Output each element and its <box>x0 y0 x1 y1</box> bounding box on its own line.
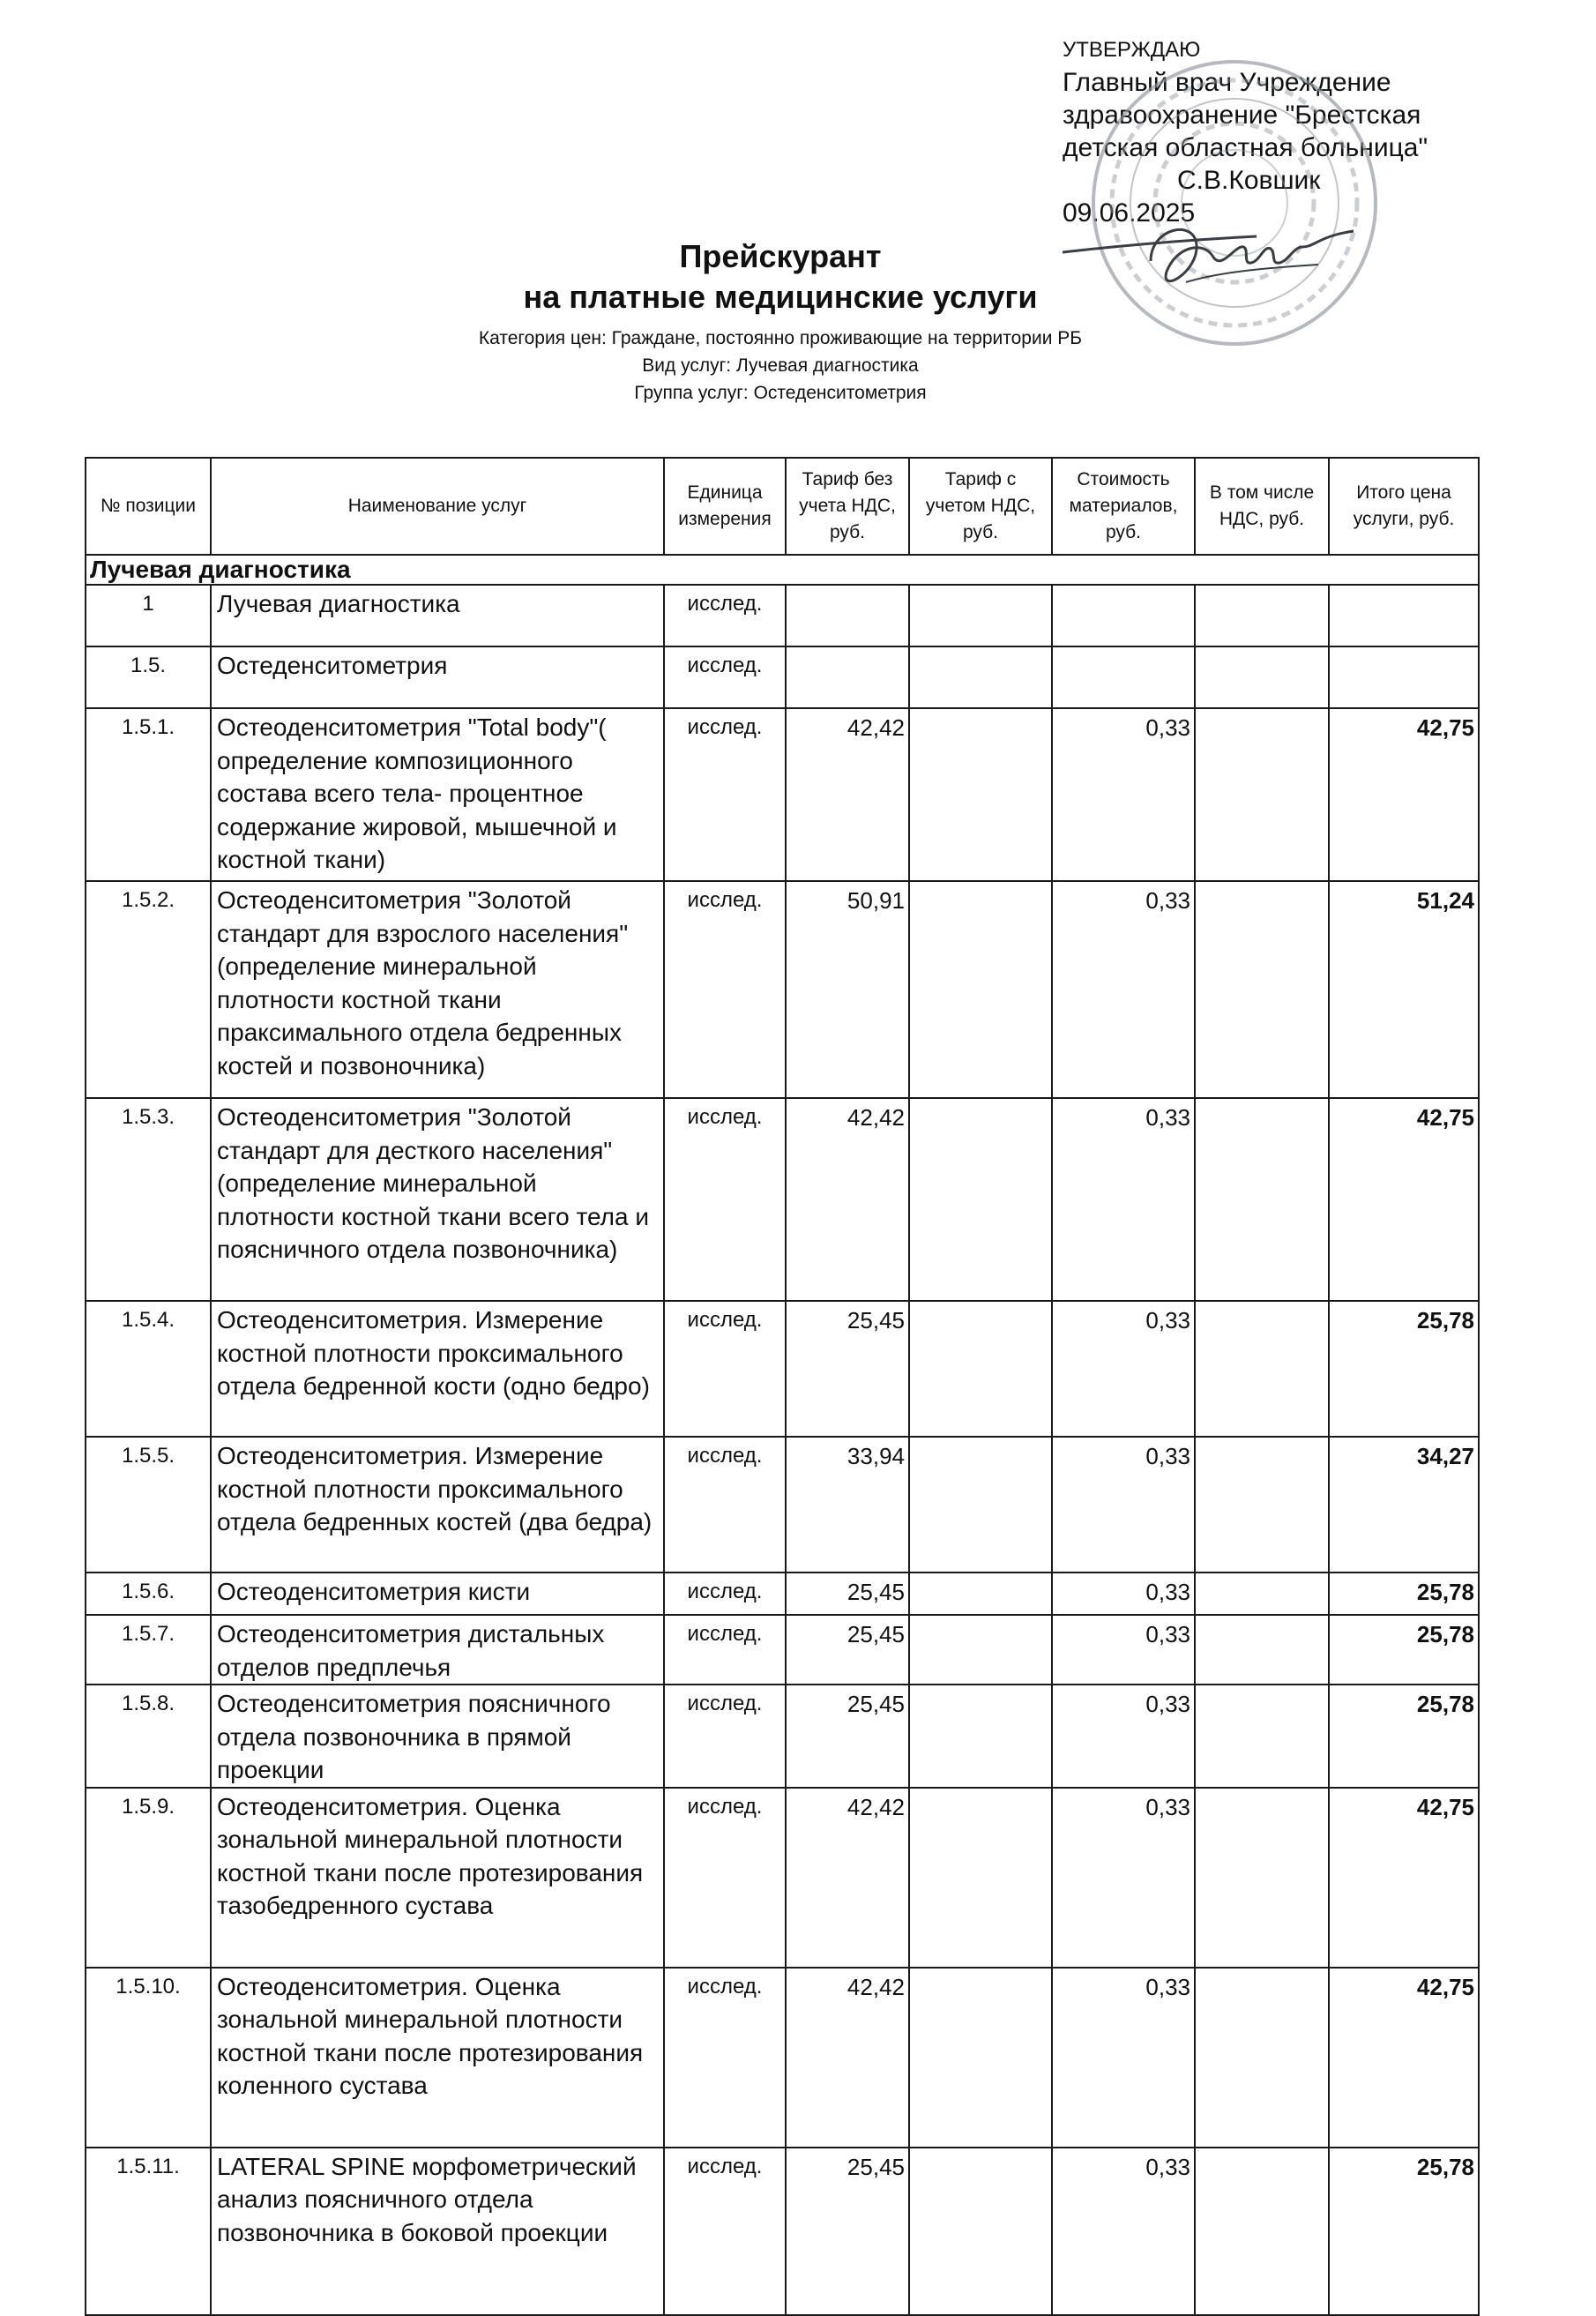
table-row <box>86 1788 1479 1968</box>
cell-name <box>211 1301 664 1437</box>
cell-unit: исслед. <box>664 2148 786 2315</box>
cell-num: 1.5.7. <box>86 1615 211 1685</box>
cell-tariff-vat <box>909 881 1052 1098</box>
cell-materials: 0,33 <box>1052 1685 1195 1788</box>
document-subtitle: на платные медицинские услуги <box>523 279 1038 315</box>
header-materials: Стоимость материалов, руб. <box>1052 458 1195 555</box>
service-name-text: Остеоденситометрия. Оценка зональной минеральной плотности костной ткани после протезирования тазобедренного сустава <box>217 1792 644 1919</box>
cell-unit: исслед. <box>664 708 786 881</box>
cell-incl-vat <box>1195 1573 1329 1615</box>
cell-num: 1.5.5. <box>86 1437 211 1573</box>
table-row <box>86 881 1479 1098</box>
cell-num: 1.5. <box>86 646 211 708</box>
table-row <box>86 2148 1479 2315</box>
approval-date: 09.06.2025 <box>1063 198 1196 228</box>
table-row <box>86 1098 1479 1301</box>
cell-unit: исслед. <box>664 1968 786 2148</box>
service-name-text: Остеоденситометрия поясничного отдела позвоночника в прямой проекции <box>217 1690 611 1783</box>
cell-total: 34,27 <box>1329 1437 1479 1573</box>
cell-num: 1.5.11. <box>86 2148 211 2315</box>
cell-incl-vat <box>1195 1098 1329 1301</box>
cell-incl-vat <box>1195 2148 1329 2315</box>
approval-line-3: детская областная больница" <box>1063 133 1428 162</box>
cell-tariff-no-vat: 33,94 <box>786 1437 909 1573</box>
cell-tariff-no-vat: 25,45 <box>786 1573 909 1615</box>
section-title: Лучевая диагностика <box>86 555 1479 585</box>
cell-total: 25,78 <box>1329 2148 1479 2315</box>
cell-tariff-no-vat: 42,42 <box>786 1968 909 2148</box>
cell-incl-vat <box>1195 1685 1329 1788</box>
service-name-text: Остеоденситометрия "Золотой стандарт для десткого населения" (определение минеральной плотности костной ткани всего тела и поясничного отдела позвоночника) <box>217 1103 649 1263</box>
service-group: Группа услуг: Остеденситометрия <box>634 383 927 403</box>
cell-unit: исслед. <box>664 1788 786 1968</box>
table-row <box>86 1968 1479 2148</box>
approval-line-2: здравоохранение "Брестская <box>1063 101 1421 130</box>
cell-incl-vat <box>1195 585 1329 646</box>
cell-tariff-no-vat: 42,42 <box>786 1098 909 1301</box>
cell-incl-vat <box>1195 1968 1329 2148</box>
cell-num: 1.5.8. <box>86 1685 211 1788</box>
cell-num: 1.5.10. <box>86 1968 211 2148</box>
header-unit: Единица измерения <box>664 458 786 555</box>
cell-unit: исслед. <box>664 1573 786 1615</box>
cell-tariff-vat <box>909 2148 1052 2315</box>
cell-total: 42,75 <box>1329 1098 1479 1301</box>
cell-unit: исслед. <box>664 1437 786 1573</box>
header-total: Итого цена услуги, руб. <box>1329 458 1479 555</box>
signer-name: С.В.Ковшик <box>1177 166 1321 195</box>
cell-unit: исслед. <box>664 646 786 708</box>
cell-materials: 0,33 <box>1052 1573 1195 1615</box>
price-category: Категория цен: Граждане, постоянно проживающие на территории РБ <box>478 328 1083 348</box>
cell-name <box>211 1615 664 1685</box>
cell-tariff-vat <box>909 1788 1052 1968</box>
cell-incl-vat <box>1195 881 1329 1098</box>
cell-tariff-vat <box>909 1615 1052 1685</box>
cell-num: 1.5.3. <box>86 1098 211 1301</box>
cell-num: 1.5.4. <box>86 1301 211 1437</box>
table-row <box>86 646 1479 708</box>
cell-num: 1.5.2. <box>86 881 211 1098</box>
header-num: № позиции <box>86 458 211 555</box>
cell-tariff-vat <box>909 1685 1052 1788</box>
cell-tariff-no-vat: 42,42 <box>786 708 909 881</box>
cell-unit: исслед. <box>664 1615 786 1685</box>
cell-unit: исслед. <box>664 1098 786 1301</box>
service-name-text: LATERAL SPINE морфометрический анализ поясничного отдела позвоночника в боковой проекции <box>217 2152 637 2246</box>
cell-incl-vat <box>1195 708 1329 881</box>
cell-tariff-no-vat: 42,42 <box>786 1788 909 1968</box>
table-row <box>86 1437 1479 1573</box>
cell-total: 51,24 <box>1329 881 1479 1098</box>
cell-tariff-vat <box>909 1098 1052 1301</box>
cell-num: 1.5.1. <box>86 708 211 881</box>
service-name-text: Остеоденситометрия. Измерение костной плотности проксимального отдела бедренной кости (одно бедро) <box>217 1306 650 1400</box>
cell-tariff-vat <box>909 1968 1052 2148</box>
cell-name <box>211 1098 664 1301</box>
service-name-text: Остеоденситометрия дистальных отделов предплечья <box>217 1620 605 1681</box>
cell-num: 1 <box>86 585 211 646</box>
document-heading <box>265 236 1296 407</box>
cell-materials: 0,33 <box>1052 2148 1195 2315</box>
cell-name <box>211 1573 664 1615</box>
cell-tariff-vat <box>909 708 1052 881</box>
service-name-text: Остеоденситометрия. Измерение костной плотности проксимального отдела бедренных костей (два бедра) <box>217 1442 653 1535</box>
cell-unit: исслед. <box>664 585 786 646</box>
header-tariff-no-vat: Тариф без учета НДС, руб. <box>786 458 909 555</box>
cell-total: 42,75 <box>1329 708 1479 881</box>
cell-tariff-vat <box>909 1301 1052 1437</box>
cell-incl-vat <box>1195 1437 1329 1573</box>
service-name-text: Остеоденситометрия кисти <box>217 1578 531 1605</box>
cell-tariff-no-vat: 25,45 <box>786 2148 909 2315</box>
cell-materials <box>1052 646 1195 708</box>
cell-total: 25,78 <box>1329 1615 1479 1685</box>
cell-tariff-no-vat: 25,45 <box>786 1615 909 1685</box>
service-name-text: Остеоденситометрия "Total body"( определение композиционного состава всего тела- процентное содержание жировой, мышечной и костной ткани) <box>217 713 617 873</box>
header-name: Наименование услуг <box>211 458 664 555</box>
cell-materials: 0,33 <box>1052 1437 1195 1573</box>
cell-materials: 0,33 <box>1052 708 1195 881</box>
cell-name <box>211 708 664 881</box>
cell-unit: исслед. <box>664 1301 786 1437</box>
section-row <box>86 555 1479 585</box>
cell-name <box>211 881 664 1098</box>
cell-incl-vat <box>1195 1788 1329 1968</box>
cell-num: 1.5.6. <box>86 1573 211 1615</box>
cell-num: 1.5.9. <box>86 1788 211 1968</box>
cell-incl-vat <box>1195 1301 1329 1437</box>
cell-materials: 0,33 <box>1052 1098 1195 1301</box>
approval-line-1: Главный врач Учреждение <box>1063 68 1391 97</box>
cell-incl-vat <box>1195 1615 1329 1685</box>
cell-tariff-no-vat: 50,91 <box>786 881 909 1098</box>
table-row <box>86 1685 1479 1788</box>
cell-tariff-vat <box>909 585 1052 646</box>
table-row <box>86 1615 1479 1685</box>
cell-tariff-vat <box>909 646 1052 708</box>
service-name-text: Остеоденситометрия. Оценка зональной минеральной плотности костной ткани после протезирования коленного сустава <box>217 1972 644 2099</box>
table-row <box>86 1301 1479 1437</box>
cell-total <box>1329 585 1479 646</box>
cell-name: Лучевая диагностика <box>211 585 664 646</box>
cell-materials: 0,33 <box>1052 1968 1195 2148</box>
cell-unit: исслед. <box>664 1685 786 1788</box>
cell-total: 25,78 <box>1329 1301 1479 1437</box>
approve-word: УТВЕРЖДАЮ <box>1063 38 1201 62</box>
cell-incl-vat <box>1195 646 1329 708</box>
cell-unit: исслед. <box>664 881 786 1098</box>
cell-total: 42,75 <box>1329 1788 1479 1968</box>
cell-tariff-vat <box>909 1573 1052 1615</box>
cell-tariff-no-vat <box>786 646 909 708</box>
cell-name: Остеденситометрия <box>211 646 664 708</box>
price-table <box>85 457 1480 2316</box>
cell-tariff-no-vat: 25,45 <box>786 1685 909 1788</box>
cell-name <box>211 1685 664 1788</box>
cell-total <box>1329 646 1479 708</box>
cell-tariff-vat <box>909 1437 1052 1573</box>
table-row <box>86 708 1479 881</box>
header-tariff-vat: Тариф с учетом НДС, руб. <box>909 458 1052 555</box>
cell-name <box>211 1437 664 1573</box>
cell-name <box>211 2148 664 2315</box>
cell-materials: 0,33 <box>1052 881 1195 1098</box>
cell-name <box>211 1788 664 1968</box>
cell-total: 42,75 <box>1329 1968 1479 2148</box>
cell-tariff-no-vat: 25,45 <box>786 1301 909 1437</box>
table-row <box>86 585 1479 646</box>
cell-total: 25,78 <box>1329 1573 1479 1615</box>
cell-name <box>211 1968 664 2148</box>
service-type: Вид услуг: Лучевая диагностика <box>642 355 919 376</box>
table-header-row <box>86 458 1479 555</box>
cell-tariff-no-vat <box>786 585 909 646</box>
cell-total: 25,78 <box>1329 1685 1479 1788</box>
cell-materials: 0,33 <box>1052 1301 1195 1437</box>
cell-materials: 0,33 <box>1052 1788 1195 1968</box>
header-incl-vat: В том числе НДС, руб. <box>1195 458 1329 555</box>
cell-materials <box>1052 585 1195 646</box>
service-name-text: Остеоденситометрия "Золотой стандарт для взрослого населения" (определение минеральной плотности костной ткани праксимального отдела бедренных костей и позвоночника) <box>217 886 629 1080</box>
cell-materials: 0,33 <box>1052 1615 1195 1685</box>
document-title: Прейскурант <box>679 238 882 274</box>
table-row <box>86 1573 1479 1615</box>
